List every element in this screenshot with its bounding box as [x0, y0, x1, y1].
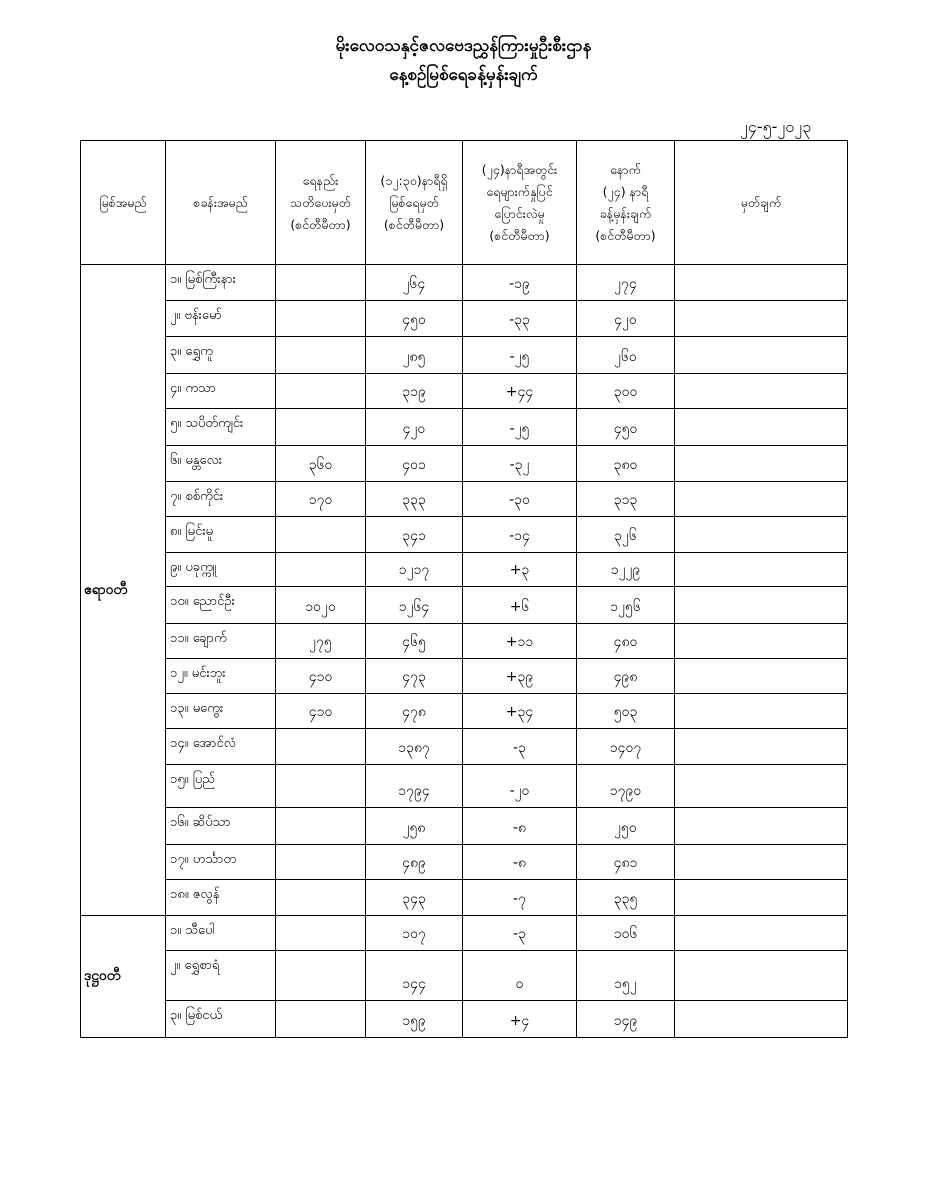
forecast-cell: ၁၇၉၀: [577, 765, 675, 808]
table-row: [81, 951, 848, 1001]
warning-level-cell: [276, 916, 366, 951]
level-change-cell: +၄၄: [463, 374, 577, 409]
forecast-header-line: ခန့်မှန်းချက်: [599, 205, 652, 221]
remarks-cell: [675, 482, 848, 517]
water-level-cell: ၄၀၁: [366, 446, 463, 482]
remarks-cell: [675, 337, 848, 374]
forecast-cell: ၁၂၂၉: [577, 553, 675, 587]
remarks-cell: [675, 729, 848, 765]
station-name-cell: ၁။ သီပေါ: [166, 916, 276, 951]
water-level-header-line: မြစ်ရေမှတ်: [389, 194, 439, 210]
forecast-header-line: နောက်: [610, 161, 641, 177]
station-name-cell: ၆။ မန္တလေး: [166, 446, 276, 482]
table-row: [81, 880, 848, 916]
remarks-cell: [675, 265, 848, 301]
warning-level-header-line: ရေနည်း: [302, 172, 339, 188]
forecast-cell: ၃၀၀: [577, 374, 675, 409]
warning-level-cell: [276, 729, 366, 765]
warning-level-header: [276, 141, 366, 265]
forecast-cell: ၁၄၉: [577, 1001, 675, 1038]
level-change-cell: -၈: [463, 808, 577, 845]
water-level-cell: ၃၁၉: [366, 374, 463, 409]
table-row: [81, 808, 848, 845]
water-level-cell: ၁၂၁၇: [366, 553, 463, 587]
water-level-cell: ၁၅၉: [366, 1001, 463, 1038]
water-level-cell: ၂၅၈: [366, 808, 463, 845]
level-change-cell: +၄: [463, 1001, 577, 1038]
warning-level-cell: [276, 409, 366, 446]
river-name-cell: ဒုဋ္ဌဝတီ: [81, 916, 166, 1038]
level-change-cell: -၂၅: [463, 409, 577, 446]
table-row: [81, 301, 848, 337]
water-level-cell: ၃၃၃: [366, 482, 463, 517]
station-name-cell: ၁၀။ ညောင်ဦး: [166, 587, 276, 624]
table-row: [81, 694, 848, 729]
warning-level-cell: [276, 951, 366, 1001]
remarks-cell: [675, 694, 848, 729]
warning-level-cell: [276, 553, 366, 587]
level-change-header-line: ပြောင်းလဲမှု: [494, 205, 545, 221]
forecast-cell: ၁၀၆: [577, 916, 675, 951]
water-level-cell: ၁၂၆၄: [366, 587, 463, 624]
remarks-cell: [675, 587, 848, 624]
forecast-header-line: (စင်တီမီတာ): [595, 227, 656, 243]
water-level-cell: ၂၆၄: [366, 265, 463, 301]
water-level-cell: ၁၄၄: [366, 951, 463, 1001]
warning-level-header-line: သတိပေးမှတ်: [290, 194, 351, 210]
forecast-cell: ၄၉၈: [577, 659, 675, 694]
table-row: [81, 624, 848, 659]
station-name-cell: ၁၆။ ဆိပ်သာ: [166, 808, 276, 845]
station-name-header: [166, 141, 276, 265]
remarks-cell: [675, 301, 848, 337]
forecast-cell: ၂၇၄: [577, 265, 675, 301]
warning-level-cell: ၂၇၅: [276, 624, 366, 659]
table-header-row: [81, 141, 848, 265]
remarks-cell: [675, 374, 848, 409]
document-subtitle: နေ့စဉ်မြစ်ရေခန့်မှန်းချက်: [389, 65, 538, 85]
level-change-cell: -၈: [463, 845, 577, 880]
water-level-header-line: (စင်တီမီတာ): [383, 216, 445, 232]
level-change-header-line: (စင်တီမီတာ): [489, 227, 550, 243]
level-change-cell: -၂၅: [463, 337, 577, 374]
remarks-header: [675, 141, 848, 265]
remarks-cell: [675, 765, 848, 808]
level-change-cell: +၃: [463, 553, 577, 587]
remarks-cell: [675, 916, 848, 951]
warning-level-cell: ၁၀၂၀: [276, 587, 366, 624]
water-level-cell: ၄၅၀: [366, 301, 463, 337]
report-date: ၂၄-၅-၂၀၂၃: [740, 117, 812, 136]
table-row: [81, 337, 848, 374]
station-name-cell: ၁၄။ အောင်လံ: [166, 729, 276, 765]
table-row: [81, 446, 848, 482]
forecast-cell: ၃၁၃: [577, 482, 675, 517]
remarks-cell: [675, 880, 848, 916]
station-name-cell: ၂။ ဗန်းမော်: [166, 301, 276, 337]
river-name-header: [81, 141, 166, 265]
station-name-cell: ၁။ မြစ်ကြီးနား: [166, 265, 276, 301]
forecast-cell: ၃၃၅: [577, 880, 675, 916]
remarks-cell: [675, 553, 848, 587]
forecast-cell: ၁၅၂: [577, 951, 675, 1001]
warning-level-cell: [276, 1001, 366, 1038]
level-change-header-line: ရေများက်နှုပြင်: [486, 183, 553, 199]
table-row: [81, 845, 848, 880]
document-title: မိုးလေဝသနှင့်ဇလဗေဒညွှန်ကြားမှုဦးစီးဌာန: [335, 36, 592, 56]
warning-level-cell: [276, 880, 366, 916]
level-change-header-line: (၂၄)နာရီအတွင်း: [481, 161, 558, 177]
forecast-cell: ၁၂၅၆: [577, 587, 675, 624]
water-level-cell: ၃၄၁: [366, 517, 463, 553]
forecast-cell: ၄၈၀: [577, 624, 675, 659]
forecast-cell: ၄၂၀: [577, 301, 675, 337]
river-name-header-line: မြစ်အမည်: [99, 194, 147, 210]
forecast-cell: ၁၄၀၇: [577, 729, 675, 765]
level-change-cell: -၁၉: [463, 265, 577, 301]
warning-level-cell: [276, 845, 366, 880]
station-name-cell: ၁၈။ ဇလွန်: [166, 880, 276, 916]
warning-level-cell: ၄၁၀: [276, 694, 366, 729]
remarks-cell: [675, 1001, 848, 1038]
water-level-cell: ၁၃၈၇: [366, 729, 463, 765]
station-name-cell: ၁၇။ ဟင်္သာတ: [166, 845, 276, 880]
forecast-header: [577, 141, 675, 265]
water-level-cell: ၄၇၈: [366, 694, 463, 729]
forecast-cell: ၅၀၃: [577, 694, 675, 729]
level-change-cell: -၃: [463, 916, 577, 951]
water-level-cell: ၄၈၉: [366, 845, 463, 880]
remarks-cell: [675, 951, 848, 1001]
warning-level-cell: [276, 374, 366, 409]
level-change-cell: -၃၂: [463, 446, 577, 482]
level-change-cell: +၃၄: [463, 694, 577, 729]
remarks-header-line: မှတ်ချက်: [740, 194, 782, 210]
level-change-cell: ၀: [463, 951, 577, 1001]
table-row: [81, 1001, 848, 1038]
warning-level-cell: ၄၁၀: [276, 659, 366, 694]
table-row: [81, 374, 848, 409]
water-level-cell: ၂၈၅: [366, 337, 463, 374]
table-row: [81, 409, 848, 446]
remarks-cell: [675, 808, 848, 845]
station-name-cell: ၃။ မြစ်ငယ်: [166, 1001, 276, 1038]
level-change-cell: -၃၀: [463, 482, 577, 517]
water-level-header: [366, 141, 463, 265]
level-change-cell: +၆: [463, 587, 577, 624]
station-name-cell: ၄။ ကသာ: [166, 374, 276, 409]
warning-level-cell: [276, 517, 366, 553]
remarks-cell: [675, 845, 848, 880]
forecast-cell: ၂၆၀: [577, 337, 675, 374]
station-name-cell: ၃။ ရွှေကူ: [166, 337, 276, 374]
table-row: [81, 265, 848, 301]
table-row: [81, 659, 848, 694]
table-row: [81, 517, 848, 553]
station-name-cell: ၁၅။ ပြည်: [166, 765, 276, 808]
station-name-cell: ၁၃။ မကွေး: [166, 694, 276, 729]
level-change-cell: -၂၀: [463, 765, 577, 808]
table-row: [81, 765, 848, 808]
warning-level-cell: [276, 301, 366, 337]
water-level-cell: ၄၇၃: [366, 659, 463, 694]
remarks-cell: [675, 659, 848, 694]
level-change-cell: -၇: [463, 880, 577, 916]
level-change-cell: -၃: [463, 729, 577, 765]
forecast-cell: ၂၅၀: [577, 808, 675, 845]
forecast-header-line: (၂၄) နာရီ: [602, 183, 649, 199]
station-name-cell: ၈။ မြင်းမူ: [166, 517, 276, 553]
river-forecast-table: [80, 140, 848, 1038]
forecast-cell: ၃၂၆: [577, 517, 675, 553]
table-row: [81, 587, 848, 624]
water-level-cell: ၁၇၉၄: [366, 765, 463, 808]
station-name-cell: ၁၁။ ချောက်: [166, 624, 276, 659]
water-level-cell: ၄၂၀: [366, 409, 463, 446]
station-name-cell: ၉။ ပခုက္ကူ: [166, 553, 276, 587]
station-name-header-line: စခန်းအမည်: [193, 194, 248, 210]
remarks-cell: [675, 446, 848, 482]
warning-level-header-line: (စင်တီမီတာ): [290, 216, 351, 232]
warning-level-cell: [276, 265, 366, 301]
table-row: [81, 482, 848, 517]
level-change-cell: -၃၃: [463, 301, 577, 337]
station-name-cell: ၅။ သပိတ်ကျင်း: [166, 409, 276, 446]
water-level-cell: ၃၄၃: [366, 880, 463, 916]
table-row: [81, 916, 848, 951]
forecast-cell: ၃၈၀: [577, 446, 675, 482]
water-level-cell: ၁၀၇: [366, 916, 463, 951]
warning-level-cell: [276, 808, 366, 845]
warning-level-cell: ၃၆၀: [276, 446, 366, 482]
river-name-cell: ဧရာဝတီ: [81, 265, 166, 916]
station-name-cell: ၁၂။ မင်းဘူး: [166, 659, 276, 694]
station-name-cell: ၇။ စစ်ကိုင်း: [166, 482, 276, 517]
table-row: [81, 553, 848, 587]
forecast-cell: ၄၅၀: [577, 409, 675, 446]
warning-level-cell: ၁၇၀: [276, 482, 366, 517]
level-change-cell: +၃၉: [463, 659, 577, 694]
level-change-cell: -၁၄: [463, 517, 577, 553]
water-level-header-line: (၁၂:၃၀)နာရီရှိ: [380, 172, 448, 188]
remarks-cell: [675, 409, 848, 446]
level-change-header: [463, 141, 577, 265]
station-name-cell: ၂။ ရွှေစာရံ: [166, 951, 276, 1001]
remarks-cell: [675, 517, 848, 553]
water-level-cell: ၄၆၅: [366, 624, 463, 659]
warning-level-cell: [276, 337, 366, 374]
forecast-cell: ၄၈၁: [577, 845, 675, 880]
table-row: [81, 729, 848, 765]
level-change-cell: +၁၁: [463, 624, 577, 659]
warning-level-cell: [276, 765, 366, 808]
remarks-cell: [675, 624, 848, 659]
